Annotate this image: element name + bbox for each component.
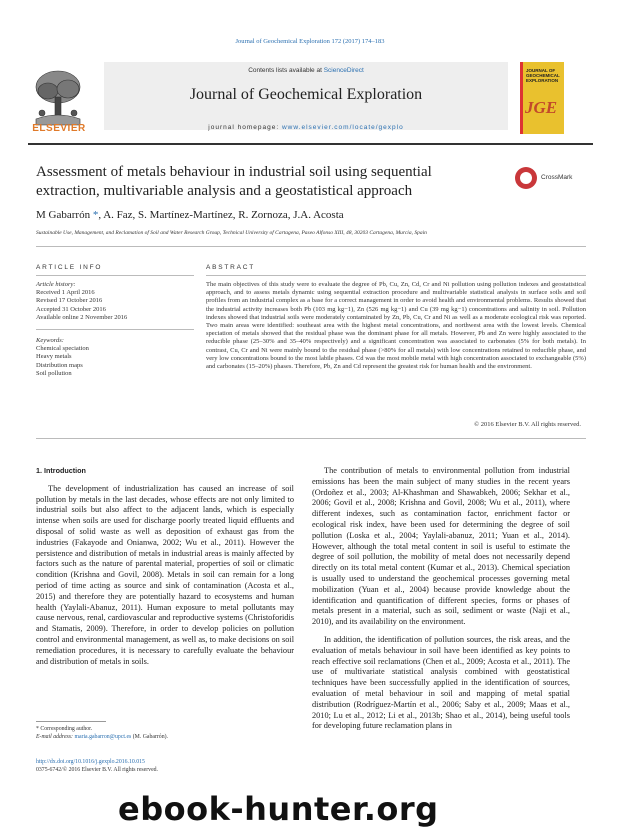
section-title: 1. Introduction: [36, 466, 86, 475]
contents-prefix: Contents lists available at: [248, 67, 324, 74]
doi-block: [36, 758, 296, 774]
cover-title: JOURNAL OF GEOCHEMICAL EXPLORATION: [526, 68, 560, 83]
divider: [36, 438, 586, 439]
body-paragraph: In addition, the identification of pollution sources, the risk areas, and the evaluation of metals behaviour in soil have been identified as key points to reach effective soil reclamations (Chen et al., 2009; Acosta et al., 2011). The use of multivariate statistical analysis combined with geostatistical techniques have been successfully applied in the identification of sources, evaluation of metal behaviour in soil and mapping of metal spatial distribution (Rodríguez-Martín et al., 2006; Saby et al., 2009; Maas et al., 2010; Lu et al., 2012; Li et al., 2013b; Shao et al., 2014), being useful tools for developing future reclamation plans in: [312, 634, 570, 731]
cover-abbrev: JGE: [525, 98, 558, 117]
first-author: M Gabarrón: [36, 209, 91, 221]
journal-banner: [104, 62, 508, 130]
body-paragraph: The contribution of metals to environmental pollution from industrial emissions has been the main subject of many studies in the recent years (Ordoñez et al., 2003; Al-Khashman and Shawabkeh, 2006; Sekhar et al., 2006; Govil et al., 2008; Krishna and Govil, 2008; Wu et al., 2011), where different indexes, such as contamination factor, enrichment factor or ecological risk index, have been used for determining the degree of soil pollution (Loska et al., 2004; Yaylali-abanuz, 2011; Yuan et al., 2014). However, although the total metal content in soil is useful to estimate the degree of soil pollution, the mobility of metal does not necessarily depend directly on its total metal content (Kumar et al., 2013). Chemical speciation is usually used to understand the geochemical processes governing metal mobilization (Yuan et al., 2004) because provide knowledge about the identification and quantification of different species, forms or phases of metals present in a material, such as soil, sediment or waste (Naji et al., 2010), and its availability on the environment.: [312, 466, 570, 627]
article-info-heading: ARTICLE INFO: [36, 264, 103, 271]
footnote: [36, 725, 286, 741]
contents-line: [104, 67, 508, 74]
journal-header: [28, 62, 593, 138]
header-rule: [28, 143, 593, 145]
keyword: Distribution maps: [36, 361, 83, 369]
history-item: Revised 17 October 2016: [36, 297, 103, 305]
homepage-prefix: journal homepage:: [208, 124, 282, 131]
crossmark-badge[interactable]: [515, 167, 585, 191]
corresponding-note: * Corresponding author.: [36, 726, 93, 732]
divider: [36, 246, 586, 247]
crossmark-label: CrossMark: [541, 174, 573, 181]
body-column-left: [36, 466, 294, 667]
cover-strip: [520, 62, 523, 134]
corresponding-author-link[interactable]: *: [90, 209, 99, 221]
journal-citation-link[interactable]: Journal of Geochemical Exploration 172 (2017) 174–183: [235, 38, 385, 45]
history-label: Article history:: [36, 281, 76, 288]
divider: [36, 329, 194, 330]
paper-title: Assessment of metals behaviour in industrial soil using sequential extraction, multivariable analysis and a geostatistical approach: [36, 164, 432, 199]
copyright: © 2016 Elsevier B.V. All rights reserved.: [474, 421, 581, 428]
email-label: E-mail address:: [36, 734, 75, 740]
keyword: Chemical speciation: [36, 345, 89, 353]
homepage-link[interactable]: www.elsevier.com/locate/gexplo: [281, 124, 404, 131]
keyword: Heavy metals: [36, 353, 72, 361]
affiliation: Sustainable Use, Management, and Reclamation of Soil and Water Research Group, Technical University of Cartagena, Paseo Alfonso XIII, 48, 30203 Cartagena, Murcia, Spain: [36, 230, 427, 236]
footnote-rule: [36, 721, 106, 722]
abstract-heading: ABSTRACT: [206, 264, 256, 271]
history-item: Accepted 31 October 2016: [36, 305, 106, 313]
journal-title: Journal of Geochemical Exploration: [189, 86, 423, 103]
keyword: Soil pollution: [36, 369, 72, 377]
body-paragraph: The development of industrialization has caused an increase of soil pollution by metals in the last decades, whose effects are not only limited to industrial soils but also affect to the adjacent lands, which is especially intense when soils are used for discharge poorly treated liquid effluents and disposal of solid waste as well as deposition of exhaust gas from the industries (Fakayode and Onianwa, 2002; Wu et al., 2011). However the persistence and distribution of metals in industrial areas is mainly affected by factors such as the nature of parental material, properties of soil or climatic condition (Krishna and Govil, 2008). Metals in soil can remain for a long period of time acting as source and sink of contamination (Acosta et al., 2015) and therefore they are potentially hazard to ecosystems and human health (Yaylali-Abanuz, 2011). Human exposure to metal pollutants may cause nervous, renal, cardiovascular and reproductive systems (Christoforidis and Stamatis, 2009). Therefore, in order to develop policies on pollution control and environmental management, as well as, to make decisions on soil remediation procedures, it is necessary to carefully evaluate the behaviour and distribution of metals in soils.: [36, 483, 294, 666]
email-suffix: (M. Gabarrón).: [131, 734, 168, 740]
email-line: [36, 733, 286, 741]
other-authors: , A. Faz, S. Martínez-Martínez, R. Zornoza, J.A. Acosta: [98, 209, 344, 221]
watermark-text: ebook-hunter.org: [118, 790, 439, 828]
keywords-label: Keywords:: [36, 337, 64, 344]
body-column-right: [312, 466, 570, 732]
article-history: [36, 281, 196, 322]
history-item: Received 1 April 2016: [36, 289, 95, 297]
keywords: [36, 337, 196, 378]
divider: [206, 275, 586, 276]
abstract-text: The main objectives of this study were to evaluate the degree of Pb, Cu, Zn, Cd, Cr and Ni pollution using pollution indexes and geostatistical approach, and to assess metals dynamic using sequential extraction procedure and multivariable statistical analysis in surface soils and soil profiles from an industrial complex as a base for a correct management in order to avoid health and environmental problems. Results showed that the industrial activity increases both Pb (103 mg kg−1), Zn (526 mg kg−1) and Cu (39 mg kg−1) concentrations and salinity in soil. Pollution indexes showed that industrial soils were moderately contaminated by Zn, Pb, Cu, Cr and Ni as well as a moderate ecological risk was reported. Two main areas were identified: southeast area with the highest metal concentrations, and northwest area with the lowest levels. Chemical speciation of metals showed that the residual phase was the dominant phase for all metals. However, Pb and Zn were highly associated to the reducible phase (25–30% and 35–40% respectively) and a significant concentration was associated to carbonates (5% for both metals). In contrast, Cu, Cr and Ni were mainly bound to the residual phase (>80% for all metals) with low concentrations retained to reducible phase, and very low concentrations bound to the most labile phases. Cd was the most mobile metal with high concentration associated to exchangeable (5%) and carbonates (15–20%) phases. Therefore, Pb, Zn and Cd represent the greatest risk for human health and the environment.: [206, 281, 586, 371]
doi-link[interactable]: http://dx.doi.org/10.1016/j.gexplo.2016.10.015: [36, 759, 145, 765]
history-item: Available online 2 November 2016: [36, 313, 128, 321]
homepage-line: [104, 124, 508, 131]
email-link[interactable]: maria.gabarron@upct.es: [74, 734, 132, 740]
elsevier-tree-logo: [28, 62, 88, 132]
crossmark-icon: [515, 167, 537, 189]
elsevier-wordmark: ELSEVIER: [32, 123, 86, 134]
sciencedirect-link[interactable]: ScienceDirect: [323, 67, 364, 74]
watermark: [118, 790, 618, 826]
author-list: [36, 209, 344, 221]
journal-cover-thumbnail[interactable]: [520, 62, 564, 134]
divider: [36, 275, 194, 276]
issn-line: 0375-6742/© 2016 Elsevier B.V. All rights reserved.: [36, 767, 158, 773]
